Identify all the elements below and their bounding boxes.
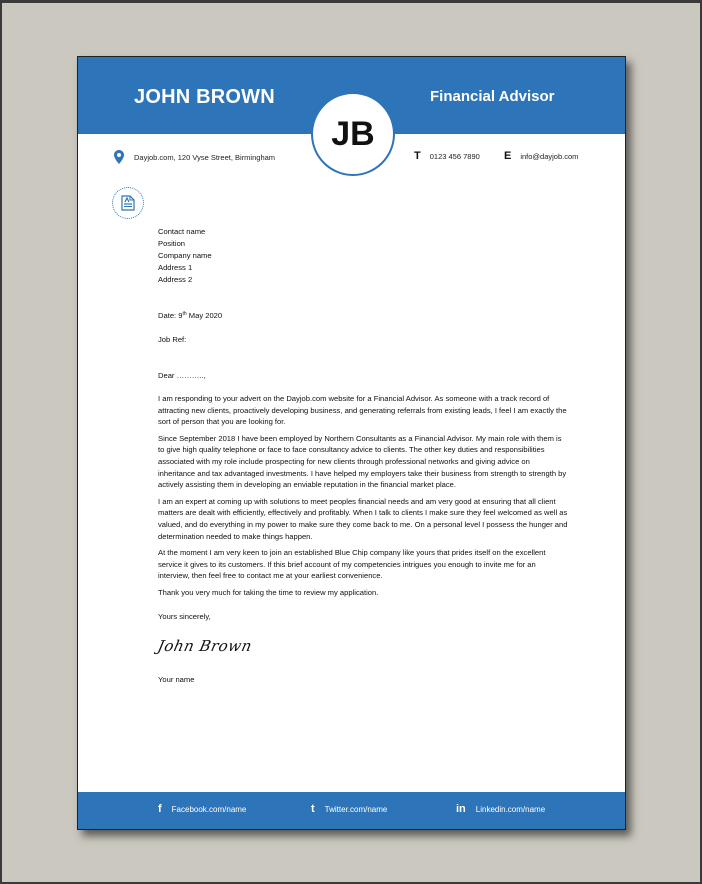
linkedin-icon: in [456, 803, 466, 815]
facebook-link[interactable] [158, 804, 246, 815]
signature: John Brown [156, 636, 254, 655]
cover-letter-page [77, 56, 626, 830]
map-pin-icon [114, 150, 124, 164]
recipient-block [158, 226, 568, 286]
paragraph-skills: I am an expert at coming up with solutions to meet peoples financial needs and am very good at ensuring that all client matters are dealt with efficiently, effectively and profitably. When I talk to clients I make sure they feel welcomed as well as valued, and do everything in my power to make sure they come back to me. On a personal level I possess the hunger and determination needed to make things happen. [158, 496, 568, 541]
facebook-icon: f [158, 803, 162, 815]
contact-phone [414, 150, 480, 162]
letter-document-icon [112, 187, 144, 219]
thanks-line: Thank you very much for taking the time to review my application. [158, 587, 379, 597]
recipient-company: Company name [158, 251, 212, 260]
salutation: Dear ……….., [158, 371, 206, 380]
facebook-text: Facebook.com/name [171, 805, 247, 814]
date-ordinal: th [182, 311, 187, 317]
date-prefix: Date: 9 [158, 311, 183, 320]
letter-date [158, 310, 568, 322]
date-rest: May 2020 [186, 311, 223, 320]
job-reference: Job Ref: [158, 335, 187, 344]
footer-band [78, 792, 625, 829]
twitter-icon: t [311, 803, 315, 815]
linkedin-link[interactable] [456, 804, 545, 815]
email-text: info@dayjob.com [520, 151, 579, 161]
email-label: E [504, 150, 512, 162]
recipient-address-1: Address 1 [158, 263, 193, 272]
contact-address [114, 150, 275, 164]
recipient-position: Position [158, 239, 186, 248]
closing-line: Yours sincerely, [158, 611, 211, 621]
document-icon [121, 195, 135, 211]
applicant-name: JOHN BROWN [134, 86, 275, 108]
monogram-badge: JB [311, 92, 395, 176]
paragraph-experience: Since September 2018 I have been employed by Northern Consultants as a Financial Advisor. My main role with them is to give high quality telephone or face to face consultancy advice to clients. The other key duties and responsibilities associated with my role include prospecting for new clients through professional networks and giving advice on inheritance and tax advantaged investments. I have helped my employers take their business from strength to strength by actively assisting them in developing an enviable reputation in the financial market place. [158, 433, 567, 490]
twitter-text: Twitter.com/name [324, 805, 388, 814]
phone-label: T [414, 150, 421, 162]
your-name: Your name [158, 674, 195, 684]
recipient-address-2: Address 2 [158, 275, 193, 284]
letter-body [158, 226, 568, 686]
paragraph-closing: At the moment I am very keen to join an established Blue Chip company like yours that prides itself on the excellent service it gives to its customers. If this brief account of my competencies intrigues you enough to invite me for an interview, then feel free to contact me at your earliest convenience. [158, 548, 546, 581]
linkedin-text: Linkedin.com/name [475, 805, 546, 814]
twitter-link[interactable] [311, 804, 387, 815]
phone-text: 0123 456 7890 [429, 151, 480, 161]
recipient-contact-name: Contact name [158, 227, 206, 236]
contact-email [504, 150, 578, 162]
address-text: Dayjob.com, 120 Vyse Street, Birmingham [134, 152, 276, 162]
paragraph-intro: I am responding to your advert on the Dayjob.com website for a Financial Advisor. As someone with a track record of attracting new clients, proactively developing business, and generating referrals from existing leads, I feel I am exactly the sort of person that you are looking for. [158, 394, 567, 427]
job-title: Financial Advisor [430, 88, 555, 105]
